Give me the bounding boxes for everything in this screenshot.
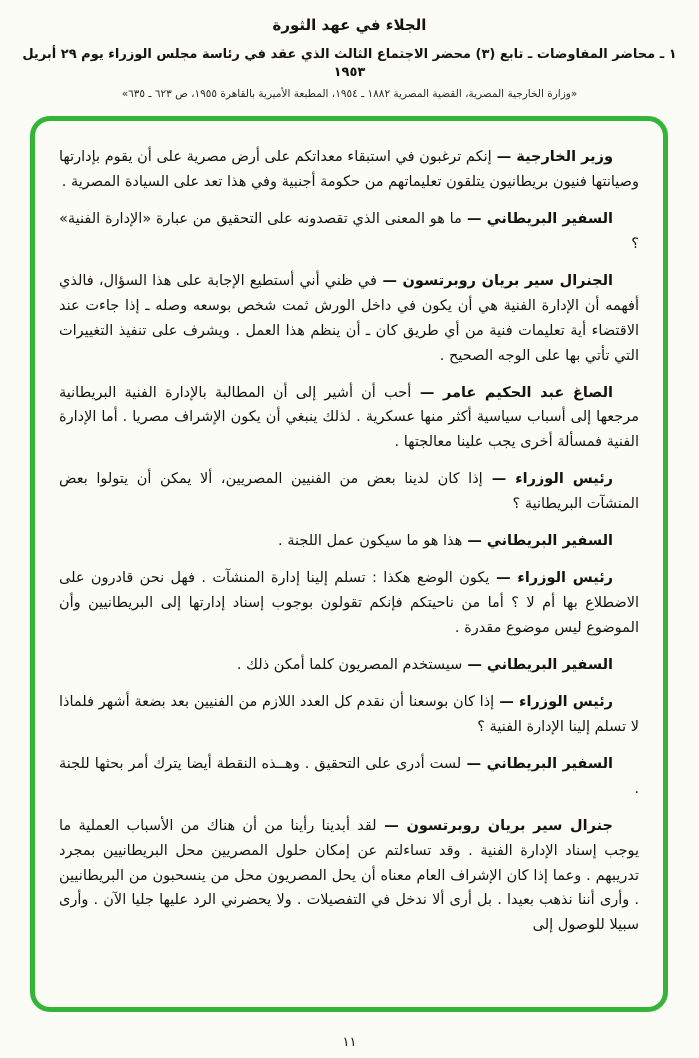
speaker-name: رئيس الوزراء	[515, 471, 613, 488]
speaker-separator: —	[461, 755, 487, 772]
dialogue-paragraph	[59, 653, 639, 678]
speech-text: لست أدرى على التحقيق . وهــذه النقطة أيضا يترك أمر بحثها للجنة .	[59, 755, 639, 797]
dialogue-paragraph	[59, 752, 639, 802]
speaker-name: رئيس الوزراء	[519, 693, 613, 710]
dialogue-paragraph	[59, 269, 639, 369]
page-number: ١١	[342, 1035, 357, 1050]
dialogue-paragraph	[59, 207, 639, 257]
speaker-name: جنرال سير بريان روبرتسون	[406, 817, 613, 834]
speaker-name: السفير البريطاني	[486, 656, 613, 673]
speaker-separator: —	[491, 149, 517, 165]
speaker-name: رئيس الوزراء	[517, 570, 613, 587]
speech-text: لقد أبدينا رأينا من أن هناك من الأسباب العملية ما يوجب إسناد الإدارة الفنية . وقد تساءلتم عن إمكان حلول المصريين محل البريطانيين بمجرد تدريبهم . وعما إذا كان الإشراف العام معناه أن يحل المصريون محل من ينسحبون من البريطانيين . وأرى أننا نذهب بعيدا . بل أرى ألا ندخل في التفصيلات . ولا يحضرني الرد عليها جليا الآن . وأرى سبيلا للوصول إلى	[59, 817, 639, 934]
speaker-separator: —	[376, 272, 403, 289]
page-header	[0, 0, 699, 100]
speech-text: أحب أن أشير إلى أن المطالبة بالإدارة الفنية البريطانية مرجعها إلى أسباب سياسية أكثر منها عسكرية . لذلك ينبغي أن يكون الإشراف مصريا . أما الإدارة الفنية فمسألة أخرى يجب علينا معالجتها .	[59, 384, 639, 451]
speaker-separator: —	[462, 656, 487, 673]
section-heading: ١ ـ محاضر المفاوضات ـ تابع (٣) محضر الاجتماع الثالث الذي عقد في رئاسة مجلس الوزراء يوم ٢٩ أبريل ١٩٥٣	[22, 47, 677, 81]
dialogue-paragraph	[59, 381, 639, 456]
dialogue-paragraph	[59, 566, 639, 641]
speaker-separator: —	[376, 817, 407, 834]
speech-text: إذا كان لدينا بعض من الفنيين المصريين، ألا يمكن أن يتولوا بعض المنشآت البريطانية ؟	[59, 471, 639, 513]
speaker-name: الصاغ عبد الحكيم عامر	[442, 384, 613, 401]
speaker-name: السفير البريطاني	[486, 210, 613, 227]
book-title: الجلاء في عهد الثورة	[272, 16, 427, 34]
speaker-separator: —	[489, 570, 518, 587]
speaker-separator: —	[411, 384, 443, 401]
speaker-name: السفير البريطاني	[486, 755, 613, 772]
speaker-separator: —	[494, 693, 520, 710]
speech-text: إنكم ترغبون في استبقاء معداتكم على أرض مصرية على أن يقوم بإدارتها وصيانتها فنيون بريطانيون يتلقون تعليماتهم من حكومة أجنبية وفي هذا تعد على السيادة المصرية .	[59, 149, 639, 190]
speaker-name: السفير البريطاني	[486, 533, 613, 550]
speech-text: سيستخدم المصريون كلما أمكن ذلك .	[236, 656, 463, 673]
speech-text: يكون الوضع هكذا : تسلم إلينا إدارة المنشآت . فهل نحن قادرون على الاضطلاع بها أم لا ؟ أما من ناحيتكم فإنكم تقولون بوجوب إسناد إدارتها إلى البريطانيين وأن الموضوع ليس موضوع مقدرة .	[59, 570, 639, 636]
dialogue-paragraph	[59, 145, 639, 195]
speech-text: في ظني أني أستطيع الإجابة على هذا السؤال، فالذي أفهمه أن الإدارة الفنية هي أن يكون في داخل الورش ثمت شخص بوسعه وصله ـ إذا جاءت عند الاقتضاء أية تعليمات فنية من أي طريق كان ـ أن ينظم هذا العمل . ويشرف على تنفيذ التغييرات التي تأتي بها على الوجه الصحيح .	[59, 272, 639, 364]
speech-text: إذا كان بوسعنا أن نقدم كل العدد اللازم من الفنيين بعد بضعة أشهر فلماذا لا تسلم إلينا الإدارة الفنية ؟	[59, 693, 639, 735]
speaker-name: الجنرال سير بريان روبرتسون	[402, 272, 613, 289]
speaker-separator: —	[461, 210, 487, 227]
source-citation: «وزارة الخارجية المصرية، القضية المصرية ١٨٨٢ ـ ١٩٥٤، المطبعة الأميرية بالقاهرة ١٩٥٥، ص ٦٢٣ ـ ٦٣٥»	[121, 88, 578, 101]
content-frame	[30, 116, 668, 1012]
speech-text: ما هو المعنى الذي تقصدونه على التحقيق من عبارة «الإدارة الفنية» ؟	[59, 210, 639, 252]
dialogue-paragraph	[59, 814, 639, 939]
dialogue-paragraph	[59, 467, 639, 517]
speech-text: هذا هو ما سيكون عمل اللجنة .	[277, 533, 463, 550]
speaker-name: وزير الخارجية	[516, 149, 613, 165]
dialogue-paragraph	[59, 690, 639, 740]
speaker-separator: —	[462, 533, 487, 550]
dialogue-paragraph	[59, 529, 639, 554]
speaker-separator: —	[482, 471, 516, 488]
